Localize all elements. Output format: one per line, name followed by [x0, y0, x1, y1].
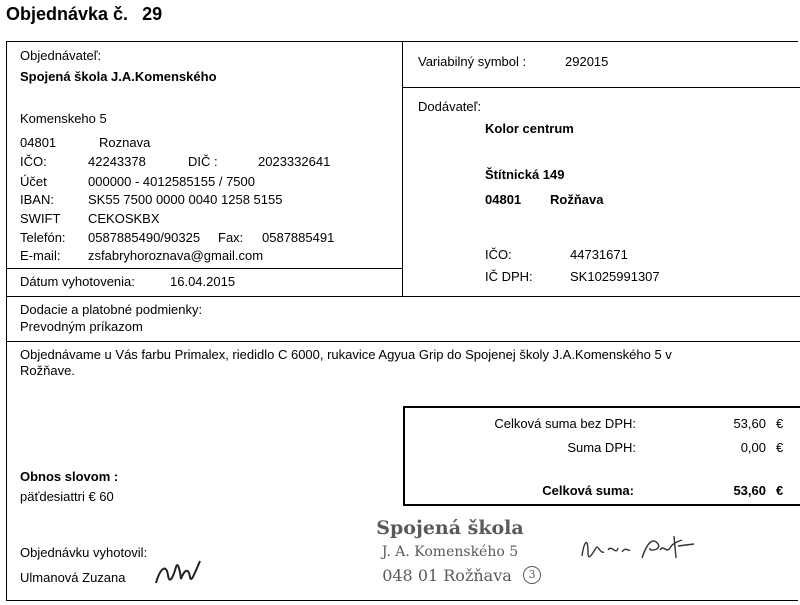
- vat-label: Suma DPH:: [567, 440, 636, 455]
- buyer-swift: CEKOSKBX: [88, 211, 160, 226]
- document-title: [6, 4, 162, 25]
- buyer-phone-label: Telefón:: [20, 230, 66, 245]
- issuer-name: Ulmanová Zuzana: [20, 570, 126, 585]
- buyer-city: Roznava: [99, 135, 151, 150]
- order-text-line2: Rožňave.: [20, 363, 75, 378]
- terms-value: Prevodným príkazom: [20, 319, 143, 334]
- buyer-fax-label: Fax:: [218, 230, 244, 245]
- approver-signature: [578, 530, 703, 570]
- divider-order: [6, 341, 800, 342]
- divider-terms: [6, 296, 800, 297]
- buyer-email: zsfabryhoroznava@gmail.com: [88, 248, 264, 263]
- vat-currency: €: [776, 440, 784, 455]
- vat-value: 0,00: [740, 440, 766, 455]
- issuer-label: Objednávku vyhotovil:: [20, 545, 148, 560]
- buyer-dic: 2023332641: [258, 154, 331, 169]
- buyer-account-label: Účet: [20, 174, 47, 189]
- supplier-icdph: SK1025991307: [570, 269, 660, 284]
- order-text-line1: Objednávame u Vás farbu Primalex, riedidlo C 6000, rukavice Agyua Grip do Spojenej školy J.A.Komenského 5 v: [20, 347, 672, 362]
- buyer-ico-label: IČO:: [20, 154, 47, 169]
- stamp-line1: Spojená škola: [376, 517, 524, 539]
- stamp-line3: 048 01 Rožňava: [382, 566, 512, 585]
- supplier-name: Kolor centrum: [485, 121, 574, 136]
- divider-variable: [402, 87, 800, 88]
- buyer-iban: SK55 7500 0000 0040 1258 5155: [88, 192, 283, 207]
- words-label: Obnos slovom :: [20, 469, 119, 484]
- variable-symbol: 292015: [565, 54, 609, 69]
- buyer-account: 000000 - 4012585155 / 7500: [88, 174, 255, 189]
- supplier-label: Dodávateľ:: [418, 99, 482, 114]
- grand-total-value: 53,60: [733, 483, 766, 498]
- title-text: Objednávka č.: [6, 4, 129, 24]
- supplier-ico-label: IČO:: [485, 247, 512, 262]
- buyer-zip: 04801: [20, 135, 57, 150]
- supplier-street: Štítnická 149: [485, 167, 565, 182]
- buyer-phone: 0587885490/90325: [88, 230, 201, 245]
- buyer-street: Komenskeho 5: [20, 111, 107, 126]
- buyer-label: Objednávateľ:: [20, 48, 102, 63]
- grand-total-currency: €: [776, 483, 784, 498]
- terms-label: Dodacie a platobné podmienky:: [20, 302, 203, 317]
- vertical-divider: [402, 41, 403, 296]
- variable-symbol-label: Variabilný symbol :: [418, 54, 527, 69]
- buyer-email-label: E-mail:: [20, 248, 61, 263]
- order-number: 29: [142, 4, 163, 24]
- issuer-signature: [150, 555, 210, 591]
- buyer-swift-label: SWIFT: [20, 211, 61, 226]
- buyer-fax: 0587885491: [262, 230, 335, 245]
- divider-date: [6, 268, 402, 269]
- words-value: päťdesiattri € 60: [20, 489, 114, 504]
- net-total-value: 53,60: [733, 416, 766, 431]
- buyer-dic-label: DIČ :: [188, 154, 218, 169]
- supplier-icdph-label: IČ DPH:: [485, 269, 533, 284]
- buyer-ico: 42243378: [88, 154, 146, 169]
- supplier-zip: 04801: [485, 192, 522, 207]
- net-total-currency: €: [776, 416, 784, 431]
- net-total-label: Celková suma bez DPH:: [494, 416, 636, 431]
- grand-total-label: Celková suma:: [542, 483, 634, 498]
- stamp-line2: J. A. Komenského 5: [381, 544, 519, 560]
- buyer-name: Spojená škola J.A.Komenského: [20, 69, 217, 84]
- stamp-mark: 3: [523, 566, 541, 584]
- buyer-iban-label: IBAN:: [20, 192, 54, 207]
- issue-date-label: Dátum vyhotovenia:: [20, 274, 135, 289]
- supplier-city: Rožňava: [550, 192, 604, 207]
- issue-date: 16.04.2015: [170, 274, 236, 289]
- supplier-ico: 44731671: [570, 247, 628, 262]
